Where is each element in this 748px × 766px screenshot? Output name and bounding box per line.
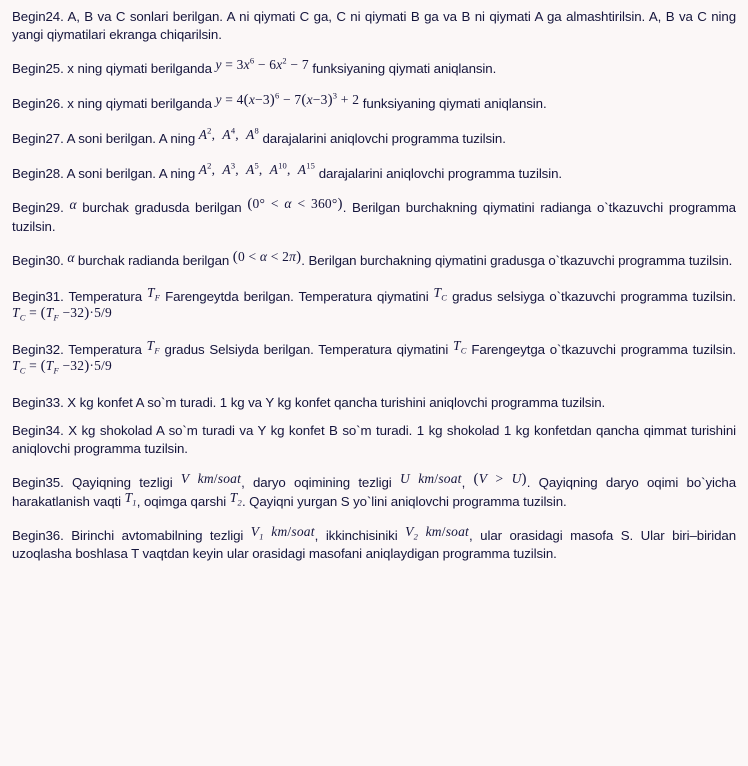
spacer [12, 324, 736, 341]
formula-begin28: $A^2$, $A^3$, $A^5$, $A^{10}$, $A^{15}$ [198, 160, 316, 177]
symbol-v1-speed-begin36: $V_1$ km/soat [250, 524, 315, 542]
item-label-begin34: Begin34. [12, 423, 64, 438]
item-label-begin30: Begin30. [12, 253, 64, 268]
spacer [12, 235, 736, 252]
item-label-begin28: Begin28. [12, 165, 64, 181]
formula-begin25: $y = 3x^6 - 6x^2 - 7$ [215, 55, 309, 72]
paragraph-begin28 [12, 160, 736, 183]
spacer [12, 148, 736, 165]
paragraph-begin27 [12, 125, 736, 148]
item-text-begin36-a: Birinchi avtomabilning tezligi [63, 528, 251, 543]
paragraph-begin25 [12, 55, 736, 78]
symbol-v-speed-begin35: V km/soat [180, 471, 242, 486]
item-text-begin29-a: burchak gradusda berilgan [76, 200, 248, 215]
symbol-tc-begin31: $T_C$ [433, 284, 448, 303]
formula-begin30: (0 < α < 2π) [232, 249, 302, 265]
item-text-begin25-a: x ning qiymati berilganda [63, 61, 216, 76]
spacer [12, 510, 736, 527]
item-text-begin26-a: x ning qiymati berilganda [63, 95, 216, 111]
symbol-tf-begin32: $T_F$ [146, 337, 160, 356]
item-text-begin34: X kg shokolad A so`m turadi va Y kg konfet B so`m turadi. 1 kg shokolad 1 kg konfetdan qancha qimmat turishini aniqlovchi programma tuzilsin. [12, 423, 736, 456]
item-text-begin30-b: . Berilgan burchakning qiymatini gradusga o`tkazuvchi programma tuzilsin. [301, 253, 733, 268]
item-text-begin27-b: darajalarini aniqlovchi programma tuzilsin. [258, 131, 506, 146]
symbol-tc-begin32: $T_C$ [453, 337, 467, 356]
paragraph-begin29 [12, 196, 736, 235]
item-label-begin25: Begin25. [12, 61, 64, 76]
spacer [12, 78, 736, 95]
item-text-begin35-e: , oqimga qarshi [136, 493, 230, 509]
paragraph-begin34 [12, 422, 736, 457]
item-text-begin36-b: , ikkinchisiniki [314, 528, 406, 543]
item-text-begin31-c: gradus selsiyga o`tkazuvchi programma tuzilsin. [447, 288, 736, 304]
item-text-begin24: A, B va C sonlari berilgan. A ni qiymati C ga, C ni qiymati B ga va B ni qiymati A ga almashtirilsin. A, B va C ning yangi qiymatilari ekranga chiqarilsin. [12, 9, 736, 42]
paragraph-begin31 [12, 284, 736, 324]
paragraph-begin26 [12, 90, 736, 114]
item-text-begin32-a: Temperatura [63, 341, 147, 357]
formula-begin26: $y = 4(x-3)^6 - 7(x-3)^3 + 2$ [215, 90, 360, 108]
formula-begin27: $A^2$, $A^4$, $A^8$ [198, 125, 259, 142]
paragraph-begin35 [12, 471, 737, 510]
item-text-begin35-d: . Qayiqning daryo oqimi bo`yicha harakatlanish vaqti [12, 475, 737, 509]
item-text-begin28-a: A soni berilgan. A ning [63, 165, 199, 181]
item-text-begin31-b: Farengeytda berilgan. Temperatura qiymatini [160, 288, 434, 304]
item-text-begin35-b: , daryo oqimining tezligi [241, 475, 400, 490]
paragraph-begin32 [12, 337, 737, 377]
symbol-t1-begin35: $T_1$ [124, 489, 137, 508]
item-label-begin27: Begin27. [12, 131, 64, 146]
item-label-begin36: Begin36. [12, 528, 64, 543]
formula-begin31: $T_C = (T_F -32)\cdot 5/9$ [12, 305, 112, 323]
symbol-v2-speed-begin36: $V_2$ km/soat [405, 524, 470, 542]
item-text-begin36-c: , ular orasidagi masofa S. Ular biri–biridan uzoqlasha boshlasa T vaqtdan keyin ular orasidagi masofani aniqlaydigan programma tuzilsin. [12, 528, 736, 561]
item-label-begin29: Begin29. [12, 200, 64, 215]
item-text-begin29-b: . Berilgan burchakning qiymatini radianga o`tkazuvchi programma tuzilsin. [12, 200, 736, 234]
item-text-begin35-a: Qayiqning tezligi [63, 475, 181, 490]
paragraph-begin30 [12, 249, 736, 271]
item-label-begin35: Begin35. [12, 475, 64, 490]
spacer [12, 43, 736, 60]
spacer [12, 271, 736, 288]
formula-begin32: $T_C = (T_F -32)\cdot 5/9$ [12, 358, 112, 376]
item-text-begin28-b: darajalarini aniqlovchi programma tuzilsin. [315, 165, 562, 181]
item-label-begin26: Begin26. [12, 95, 64, 111]
item-text-begin35-f: . Qayiqni yurgan S yo`lini aniqlovchi programma tuzilsin. [241, 493, 567, 509]
spacer [12, 113, 736, 130]
item-label-begin24: Begin24. [12, 9, 64, 24]
symbol-u-speed-begin35: U km/soat [399, 471, 462, 486]
formula-v-gt-u-begin35: (V > U) [473, 471, 527, 487]
item-text-begin32-c: Farengeytga o`tkazuvchi programma tuzilsin. [466, 341, 737, 357]
symbol-alpha-begin29: α [69, 197, 77, 212]
item-label-begin31: Begin31. [12, 288, 64, 304]
item-text-begin25-b: funksiyaning qiymati aniqlansin. [308, 61, 497, 76]
symbol-t2-begin35: $T_2$ [229, 489, 242, 508]
item-label-begin32: Begin32. [12, 341, 64, 357]
item-text-begin31-a: Temperatura [63, 288, 147, 304]
formula-begin29: (0° < α < 360°) [247, 196, 343, 212]
paragraph-begin36 [12, 524, 736, 562]
item-text-begin27-a: A soni berilgan. A ning [63, 131, 199, 146]
spacer [12, 377, 736, 394]
item-text-begin26-b: funksiyaning qiymati aniqlansin. [359, 95, 547, 111]
item-label-begin33: Begin33. [12, 394, 64, 410]
spacer [12, 457, 736, 474]
symbol-alpha-begin30: α [67, 250, 75, 265]
item-text-begin30-a: burchak radianda berilgan [74, 253, 233, 268]
item-text-begin35-c: , [461, 475, 474, 490]
spacer [12, 182, 736, 199]
item-text-begin33: X kg konfet A so`m turadi. 1 kg va Y kg konfet qancha turishini aniqlovchi programma tuzilsin. [63, 394, 606, 410]
spacer [12, 411, 736, 422]
paragraph-begin33 [12, 394, 736, 412]
paragraph-begin24 [12, 8, 736, 43]
symbol-tf-begin31: $T_F$ [146, 284, 161, 303]
item-text-begin32-b: gradus Selsiyda berilgan. Temperatura qiymatini [159, 341, 453, 357]
